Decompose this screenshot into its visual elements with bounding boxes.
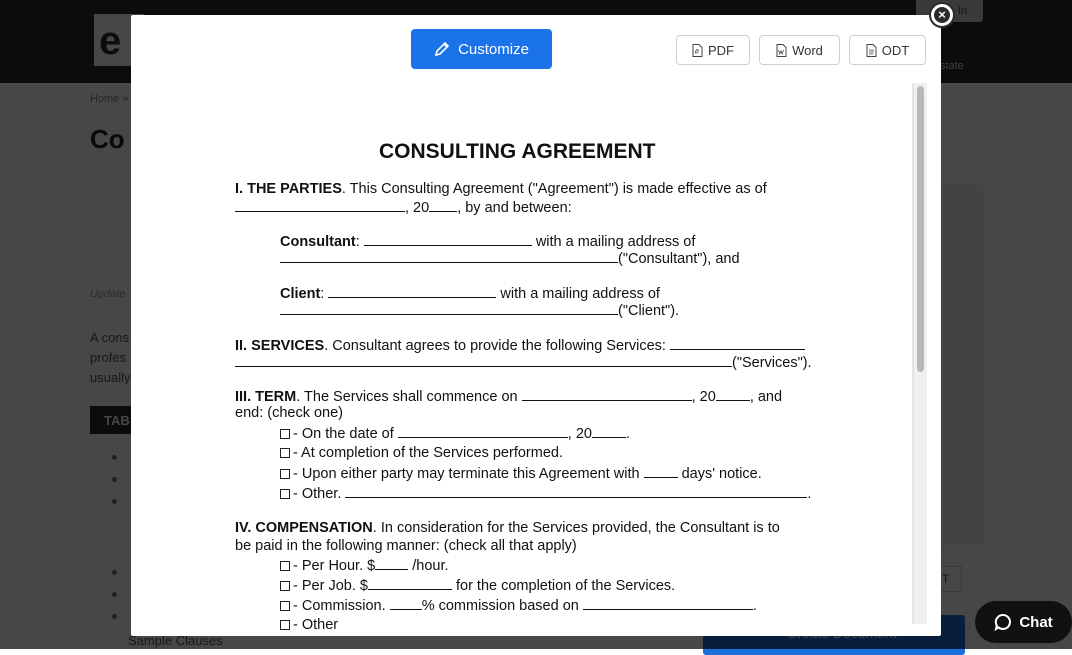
chat-button[interactable] (975, 601, 1072, 643)
blank-field (644, 465, 678, 478)
term-line-1 (235, 388, 782, 406)
blank-field (716, 388, 750, 401)
option-text: /hour. (412, 558, 449, 574)
term-text: , and (749, 389, 783, 405)
download-word-button[interactable] (759, 35, 840, 65)
option-text: . (625, 426, 631, 442)
customize-button[interactable] (411, 29, 552, 69)
checkbox[interactable] (280, 561, 290, 571)
scrollbar-thumb[interactable] (917, 86, 924, 372)
checkbox[interactable] (280, 581, 290, 591)
compensation-line-1 (235, 520, 780, 537)
services-tail: ("Services"). (732, 355, 812, 371)
word-file-icon (776, 44, 787, 57)
blank-field (670, 337, 805, 350)
consultant-label: Consultant (280, 234, 356, 250)
compensation-heading: IV. COMPENSATION (235, 520, 373, 536)
client-label: Client (280, 286, 321, 302)
term-heading: III. TERM (235, 389, 297, 405)
blank-field (235, 199, 405, 212)
term-text: . The Services shall commence on (296, 389, 518, 405)
checkbox[interactable] (280, 489, 290, 499)
chat-label: Chat (1019, 613, 1053, 631)
option-text: , 20 (567, 426, 592, 442)
option-text: . (752, 598, 757, 614)
services-line-2 (235, 354, 812, 372)
term-option-terminate (280, 465, 762, 483)
compensation-line-2: be paid in the following manner: (check all that apply) (235, 538, 577, 554)
option-text: - At completion of the Services performed. (293, 445, 563, 461)
checkbox[interactable] (280, 601, 290, 611)
parties-text: , 20 (405, 200, 430, 216)
pencil-icon (434, 41, 450, 57)
pdf-label: PDF (708, 42, 734, 58)
blank-field (368, 577, 452, 590)
document-title: CONSULTING AGREEMENT (379, 140, 656, 163)
consultant-tail: ("Consultant"), and (618, 251, 740, 267)
option-text: - Other (293, 617, 339, 633)
option-text: % commission based on (421, 598, 579, 614)
download-pdf-button[interactable] (676, 35, 750, 65)
chat-bubble-icon (994, 613, 1012, 631)
blank-field (280, 250, 618, 263)
term-option-date (280, 425, 630, 443)
checkbox[interactable] (280, 448, 290, 458)
client-line: Client: with a mailing address of (280, 286, 660, 302)
term-option-completion (280, 445, 563, 462)
option-text: - On the date of (293, 426, 394, 442)
option-text: - Commission. (293, 598, 386, 614)
term-option-other (280, 485, 811, 503)
parties-line-2 (235, 199, 572, 217)
blank-field (390, 597, 422, 610)
word-label: Word (792, 42, 823, 58)
blank-field (328, 285, 496, 298)
document-preview[interactable] (145, 83, 927, 633)
blank-field (364, 233, 532, 246)
pdf-file-icon (692, 44, 703, 57)
parties-text: . This Consulting Agreement ("Agreement") is made effective as of (341, 181, 767, 197)
services-heading: II. SERVICES (235, 338, 325, 354)
checkbox[interactable] (280, 429, 290, 439)
blank-field (429, 199, 457, 212)
client-tail: ("Client"). (618, 303, 680, 319)
blank-field (583, 597, 753, 610)
blank-field (375, 557, 408, 570)
odt-file-icon (866, 44, 877, 57)
parties-line-1 (235, 181, 767, 198)
blank-field (345, 485, 807, 498)
option-text: days' notice. (681, 466, 762, 482)
customize-label: Customize (458, 40, 529, 58)
compensation-option-hour (280, 557, 449, 575)
term-line-2: end: (check one) (235, 405, 344, 421)
document-page (145, 83, 912, 633)
scrollbar-track[interactable] (913, 83, 927, 624)
consultant-address-line (280, 250, 740, 268)
checkbox[interactable] (280, 620, 290, 630)
option-text: - Per Hour. $ (293, 558, 376, 574)
services-line-1 (235, 337, 805, 355)
checkbox[interactable] (280, 469, 290, 479)
parties-heading: I. THE PARTIES (235, 181, 342, 197)
download-odt-button[interactable] (849, 35, 926, 65)
parties-text: , by and between: (457, 200, 572, 216)
client-address-line (280, 302, 679, 320)
compensation-option-other (280, 617, 338, 634)
option-text: for the completion of the Services. (455, 578, 676, 594)
consultant-line: Consultant: with a mailing address of (280, 234, 696, 250)
blank-field (235, 354, 732, 367)
compensation-text: . In consideration for the Services provided, the Consultant is to (372, 520, 780, 536)
option-text: - Per Job. $ (293, 578, 368, 594)
option-text: - Other. (293, 486, 342, 502)
blank-field (398, 425, 568, 438)
client-text: with a mailing address of (500, 286, 660, 302)
compensation-option-job (280, 577, 675, 595)
term-text: , 20 (691, 389, 716, 405)
close-icon: × (934, 7, 950, 23)
compensation-option-commission (280, 597, 757, 615)
option-text: . (807, 486, 812, 502)
blank-field (522, 388, 692, 401)
blank-field (280, 302, 618, 315)
close-button[interactable] (929, 2, 955, 28)
services-text: . Consultant agrees to provide the following Services: (324, 338, 666, 354)
preview-modal (131, 15, 941, 636)
blank-field (592, 425, 626, 438)
odt-label: ODT (881, 42, 910, 58)
option-text: - Upon either party may terminate this Agreement with (293, 466, 640, 482)
consultant-text: with a mailing address of (535, 234, 696, 250)
